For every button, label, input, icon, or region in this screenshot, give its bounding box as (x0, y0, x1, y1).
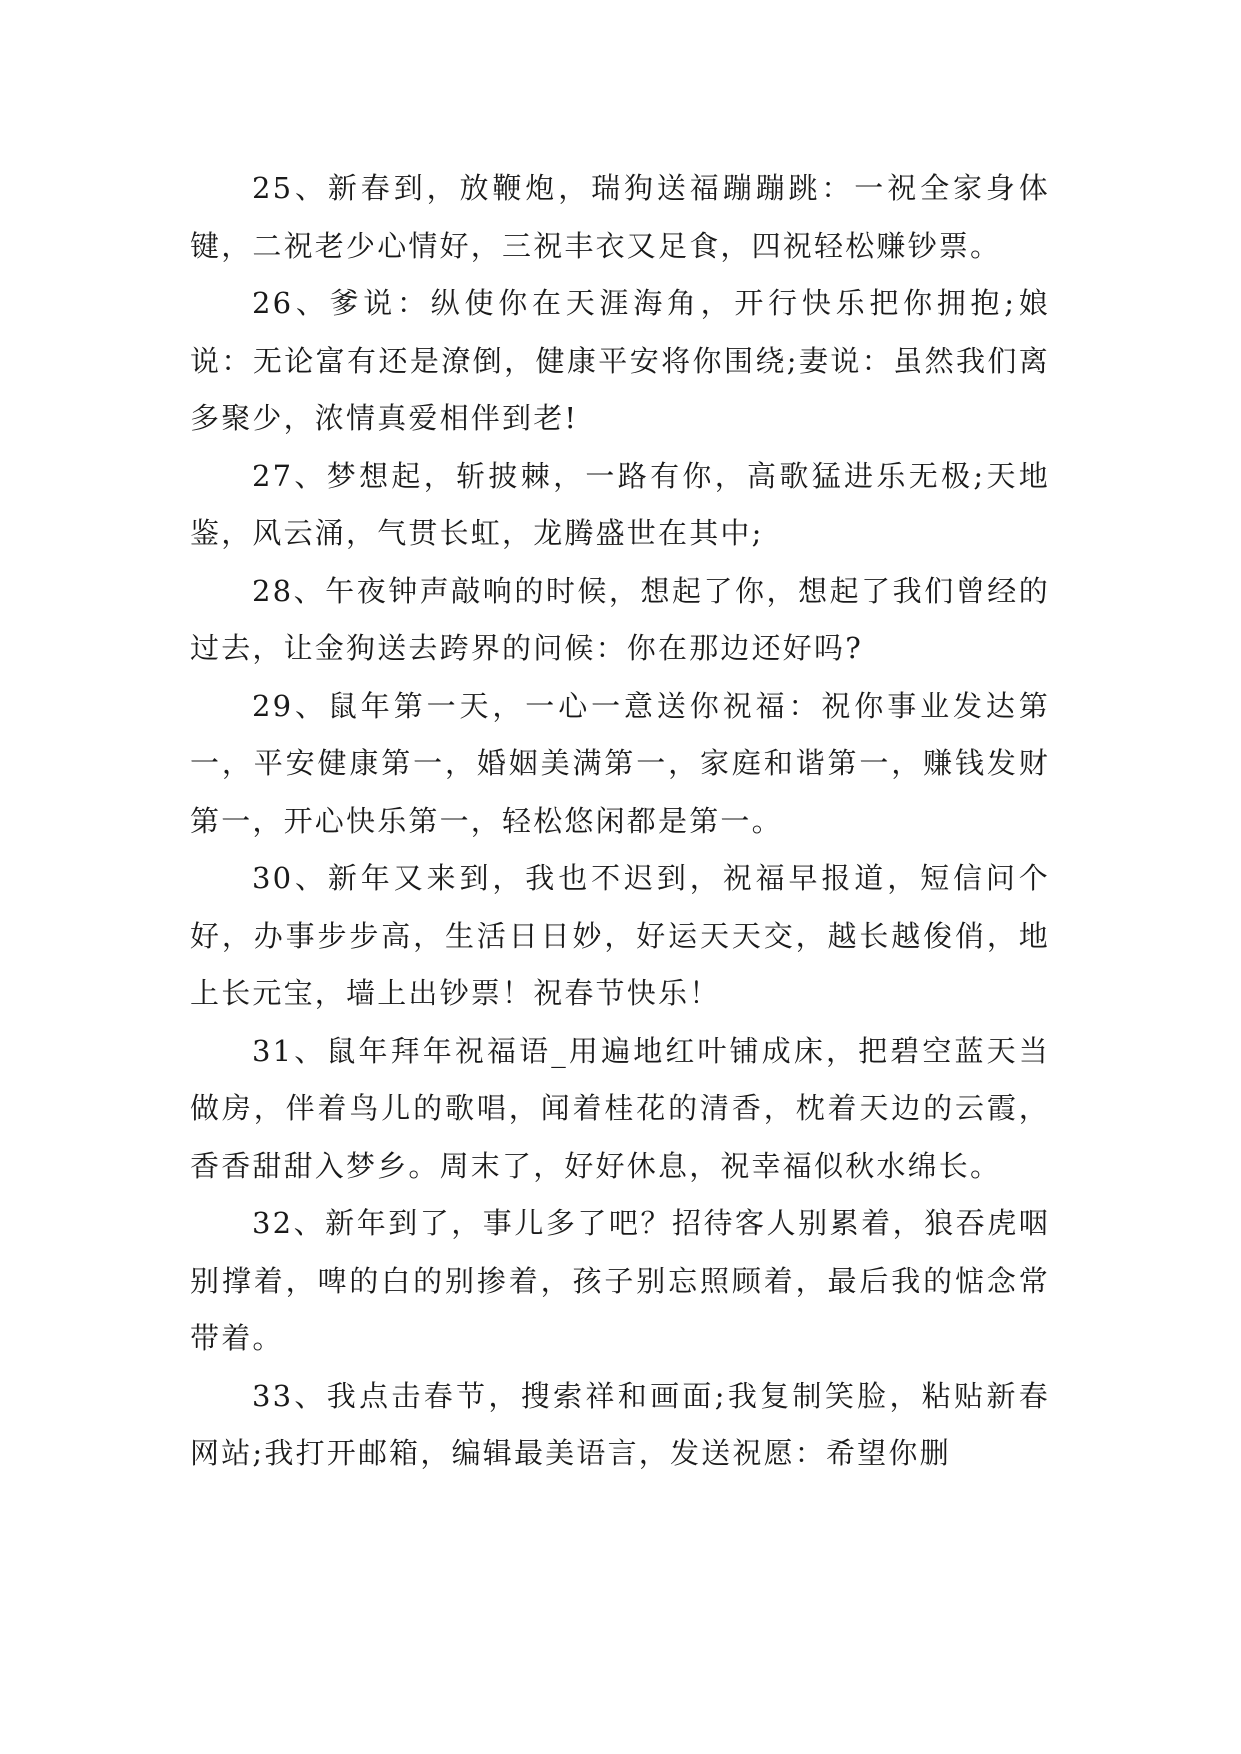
paragraph-25: 25、新春到，放鞭炮，瑞狗送福蹦蹦跳：一祝全家身体键，二祝老少心情好，三祝丰衣又足食，四祝轻松赚钞票。 (190, 171, 1050, 263)
paragraph-32: 32、新年到了，事儿多了吧？招待客人别累着，狼吞虎咽别撑着，啤的白的别掺着，孩子别忘照顾着，最后我的惦念常带着。 (190, 1206, 1050, 1355)
paragraph-28: 28、午夜钟声敲响的时候，想起了你，想起了我们曾经的过去，让金狗送去跨界的问候：你在那边还好吗? (190, 573, 1050, 665)
paragraph-29: 29、鼠年第一天，一心一意送你祝福：祝你事业发达第一，平安健康第一，婚姻美满第一，家庭和谐第一，赚钱发财第一，开心快乐第一，轻松悠闲都是第一。 (190, 688, 1050, 838)
document-body (190, 160, 1050, 1483)
paragraph-30: 30、新年又来到，我也不迟到，祝福早报道，短信问个好，办事步步高，生活日日妙，好运天天交，越长越俊俏，地上长元宝，墙上出钞票！祝春节快乐！ (190, 861, 1050, 1010)
paragraph-33: 33、我点击春节，搜索祥和画面;我复制笑脸，粘贴新春网站;我打开邮箱，编辑最美语言，发送祝愿：希望你删 (190, 1378, 1050, 1470)
paragraph-27: 27、梦想起，斩披棘，一路有你，高歌猛进乐无极;天地鉴，风云涌，气贯长虹，龙腾盛世在其中; (190, 458, 1050, 550)
paragraph-26: 26、爹说：纵使你在天涯海角，开行快乐把你拥抱;娘说：无论富有还是潦倒，健康平安将你围绕;妻说：虽然我们离多聚少，浓情真爱相伴到老! (190, 286, 1050, 435)
paragraph-31: 31、鼠年拜年祝福语_用遍地红叶铺成床，把碧空蓝天当做房，伴着鸟儿的歌唱，闻着桂花的清香，枕着天边的云霞，香香甜甜入梦乡。周末了，好好休息，祝幸福似秋水绵长。 (190, 1033, 1050, 1183)
